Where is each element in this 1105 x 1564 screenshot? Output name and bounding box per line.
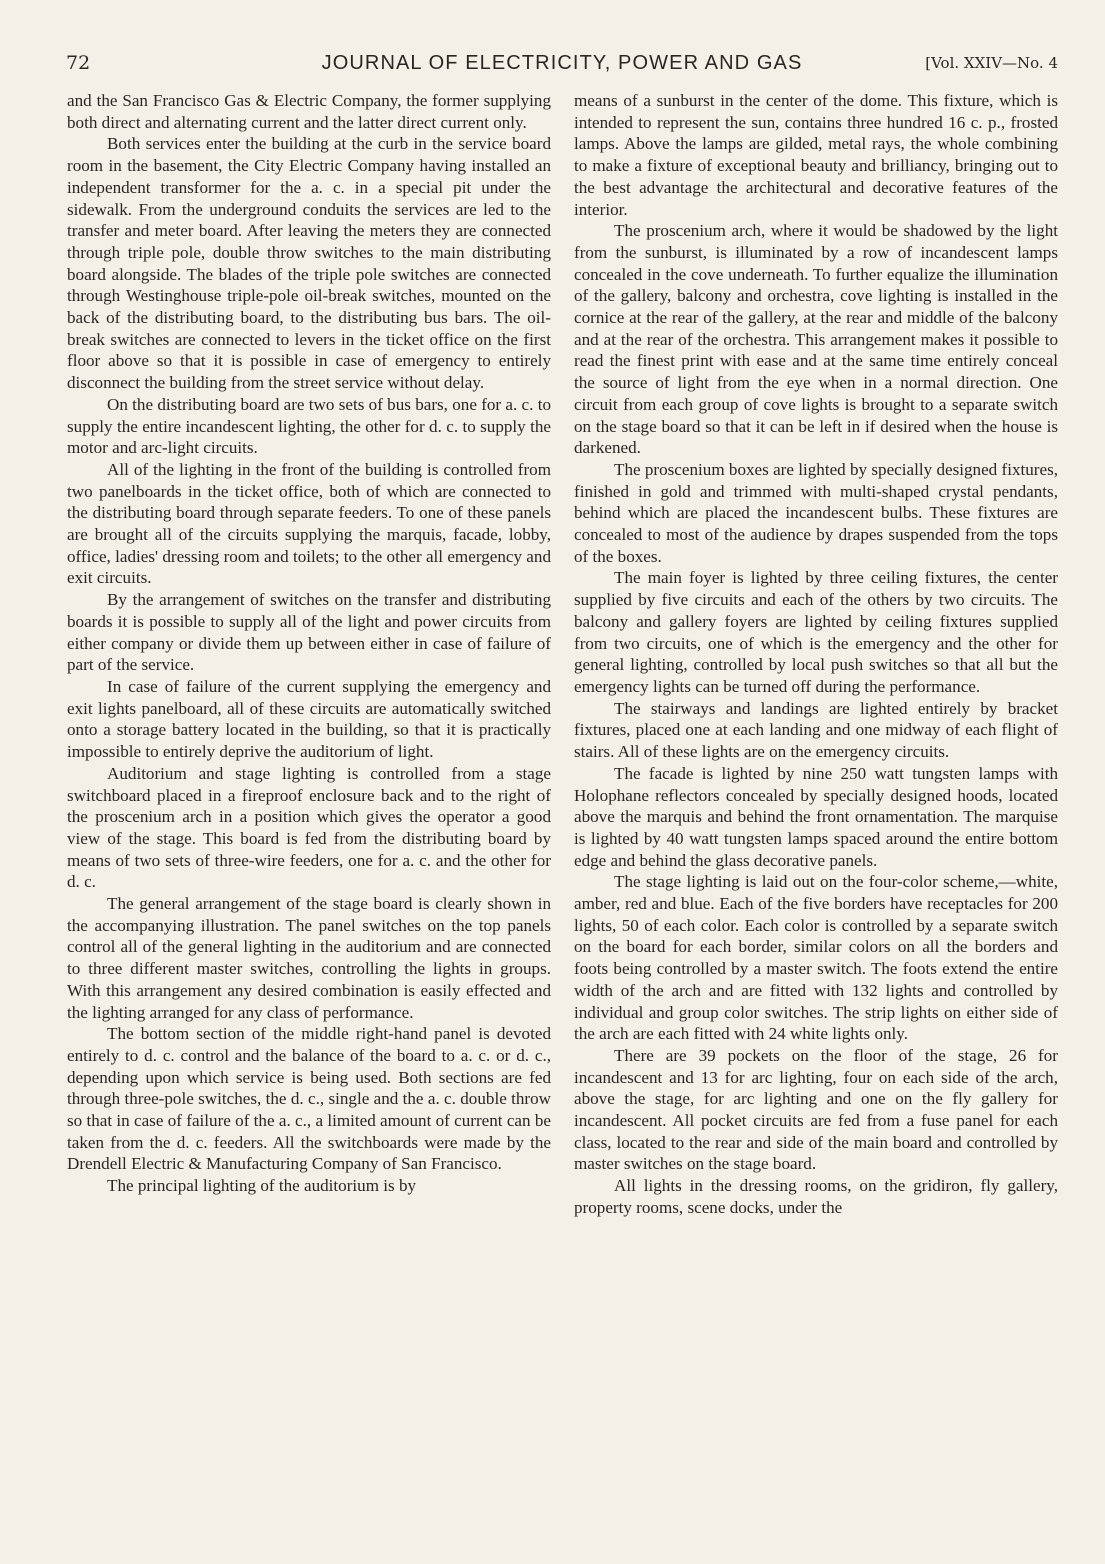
paragraph: On the distributing board are two sets of bus bars, one for a. c. to supply the entire incandescent lighting, the other for d. c. to supply the motor and arc-light circuits. — [67, 394, 551, 458]
paragraph: The proscenium boxes are lighted by specially designed fixtures, finished in gold and trimmed with multi-shaped crystal pendants, behind which are placed the incandescent bulbs. These fixtures are concealed to most of the audience by drapes suspended from the tops of the boxes. — [574, 459, 1058, 566]
paragraph: The main foyer is lighted by three ceiling fixtures, the center supplied by five circuits and each of the others by two circuits. The balcony and gallery foyers are lighted by ceiling fixtures supplied from two circuits, one of which is the emergency and the other for general lighting, controlled by local push switches so that all but the emergency lights can be turned off during the performance. — [574, 568, 1058, 696]
paragraph: means of a sunburst in the center of the dome. This fixture, which is intended to represent the sun, contains three hundred 16 c. p., frosted lamps. Above the lamps are gilded, metal rays, the whole combining to make a fixture of exceptional beauty and brilliancy, bringing out to the best advantage the architectural and decorative features of the interior. — [574, 91, 1058, 219]
paragraph: By the arrangement of switches on the transfer and distributing boards it is possible to supply all of the light and power circuits from either company or divide them up between either in case of failure of part of the service. — [67, 590, 551, 675]
paragraph: There are 39 pockets on the floor of the stage, 26 for incandescent and 13 for arc lighting, four on each side of the arch, above the stage, for arc lighting and one on the fly gallery for incandescent. All pocket circuits are fed from a fuse panel for each class, located to the rear and side of the main board and controlled by master switches on the stage board. — [574, 1045, 1058, 1174]
page-number: 72 — [66, 52, 91, 74]
paragraph: All lights in the dressing rooms, on the gridiron, fly gallery, property rooms, scene docks, under the — [574, 1176, 1058, 1217]
volume-info: [Vol. XXIV—No. 4 — [925, 54, 1058, 72]
left-column — [67, 90, 551, 1197]
paragraph: Both services enter the building at the curb in the service board room in the basement, the City Electric Company having installed an independent transformer for the a. c. in a special pit under the sidewalk. From the underground conduits the services are led to the transfer and meter board. After leaving the meters they are connected through triple pole, double throw switches to the main distributing board alongside. The blades of the triple pole switches are connected through Westinghouse triple-pole oil-break switches, mounted on the back of the distributing board, to the distributing bus bars. The oil-break switches are connected to levers in the ticket office on the first floor above so that it is possible in case of emergency to entirely disconnect the building from the street service without delay. — [67, 134, 551, 393]
paragraph: and the San Francisco Gas & Electric Company, the former supplying both direct and alternating current and the latter direct current only. — [67, 91, 551, 132]
paragraph: The general arrangement of the stage board is clearly shown in the accompanying illustration. The panel switches on the top panels control all of the general lighting in the auditorium and are connected to three different master switches, controlling the lights in groups. With this arrangement any desired combination is easily effected and the lighting arranged for any class of performance. — [67, 894, 551, 1022]
paragraph: In case of failure of the current supplying the emergency and exit lights panelboard, all of these circuits are automatically switched onto a storage battery located in the building, so that it is practically impossible to entirely deprive the auditorium of light. — [67, 676, 551, 762]
paragraph: Auditorium and stage lighting is controlled from a stage switchboard placed in a fireproof enclosure back and to the right of the proscenium arch in a position which gives the operator a good view of the stage. This board is fed from the distributing board by means of two sets of three-wire feeders, one for a. c. and the other for d. c. — [67, 763, 551, 892]
paragraph: The facade is lighted by nine 250 watt tungsten lamps with Holophane reflectors concealed by specially designed hoods, located above the marquis and behind the front ornamentation. The marquise is lighted by 40 watt tungsten lamps spaced around the entire bottom edge and behind the glass decorative panels. — [574, 763, 1058, 870]
paragraph: All of the lighting in the front of the building is controlled from two panelboards in the ticket office, both of which are connected to the distributing board through separate feeders. To one of these panels are brought all of the circuits supplying the marquis, facade, lobby, office, ladies' dressing room and toilets; to the other all emergency and exit circuits. — [67, 459, 551, 588]
right-column — [574, 90, 1058, 1219]
journal-title: JOURNAL OF ELECTRICITY, POWER AND GAS — [321, 52, 803, 74]
paragraph: The stairways and landings are lighted entirely by bracket fixtures, placed one at each landing and one midway of each flight of stairs. All of these lights are on the emergency circuits. — [574, 698, 1058, 762]
paragraph: The bottom section of the middle right-hand panel is devoted entirely to d. c. control and the balance of the board to a. c. or d. c., depending upon which service is being used. Both sections are fed through three-pole switches, the d. c., single and the a. c. double throw so that in case of failure of the a. c., a limited amount of current can be taken from the d. c. feeders. All the switchboards were made by the Drendell Electric & Manufacturing Company of San Francisco. — [67, 1024, 551, 1174]
paragraph: The stage lighting is laid out on the four-color scheme,—white, amber, red and blue. Each of the five borders have receptacles for 200 lights, 50 of each color. Each color is controlled by a separate switch on the board for each border, similar colors on all the borders and foots being controlled by a master switch. The foots extend the entire width of the arch and are fitted with 132 lights and controlled by individual and group color switches. The strip lights on either side of the arch are each fitted with 24 white lights only. — [574, 872, 1058, 1044]
paragraph: The proscenium arch, where it would be shadowed by the light from the sunburst, is illuminated by a row of incandescent lamps concealed in the cove underneath. To further equalize the illumination of the gallery, balcony and orchestra, cove lighting is installed in the cornice at the rear of the gallery, at the rear and middle of the balcony and at the rear of the orchestra. This arrangement makes it possible to read the finest print with ease and at the same time entirely conceal the source of light from the eye when in a normal direction. One circuit from each group of cove lights is brought to a separate switch on the stage board so that it can be left in if desired when the house is darkened. — [574, 221, 1058, 458]
running-header — [66, 52, 1058, 80]
paragraph: The principal lighting of the auditorium is by — [107, 1176, 417, 1196]
